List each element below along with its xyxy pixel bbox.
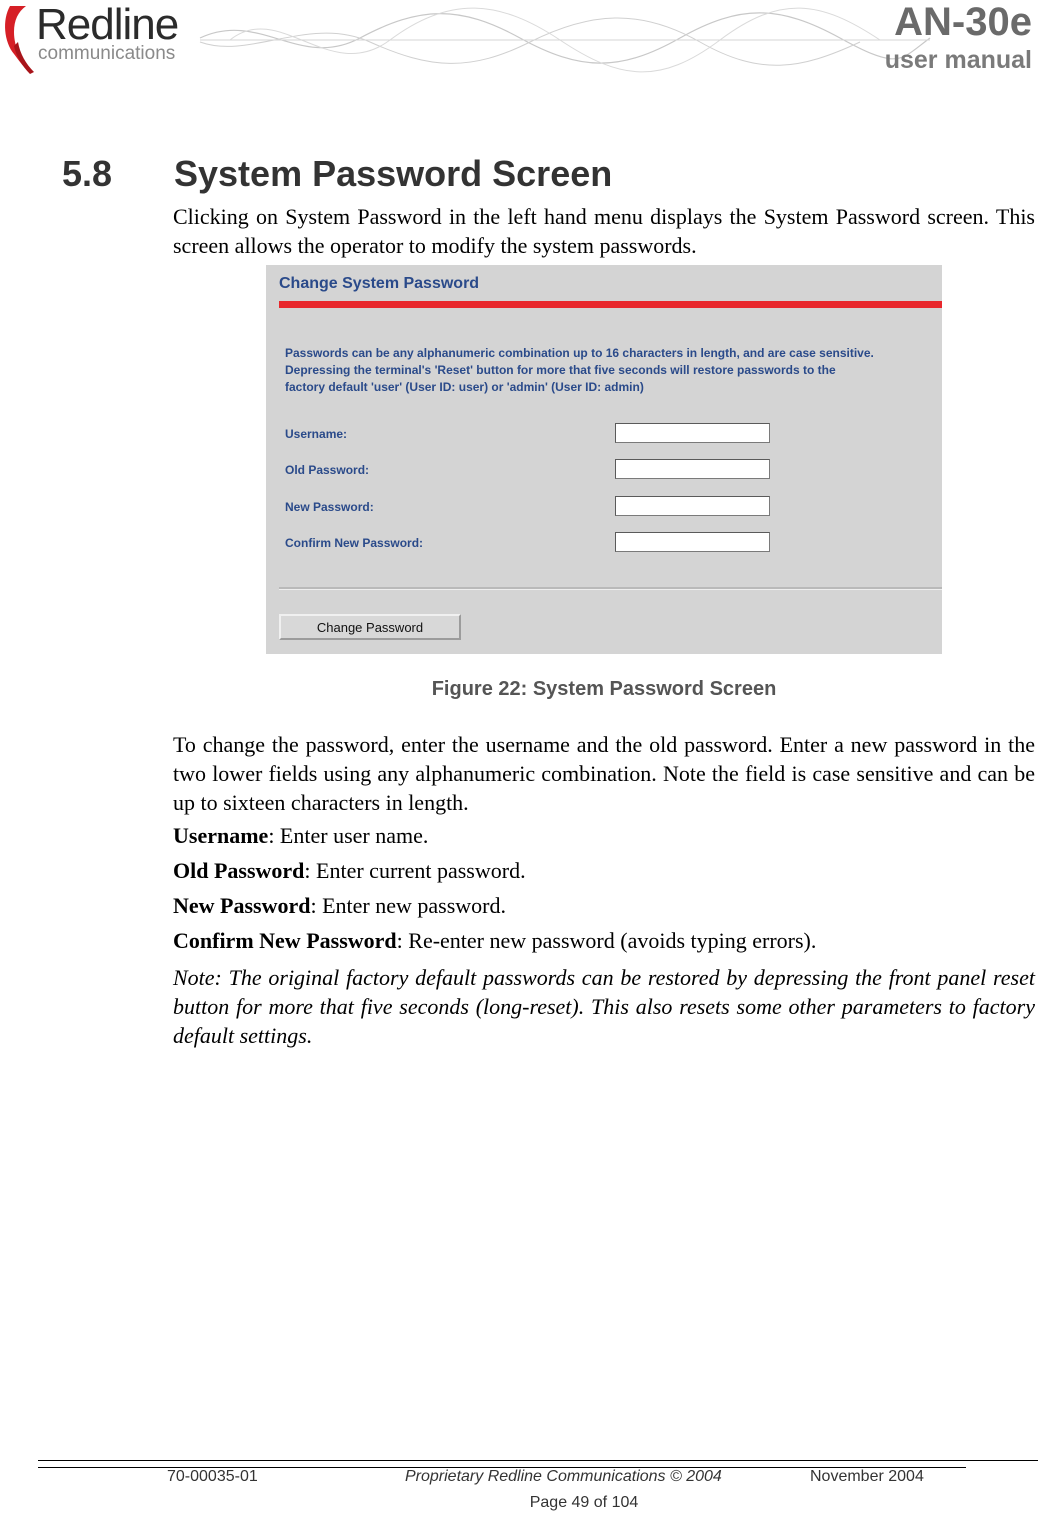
- footer-doc-number: 70-00035-01: [167, 1468, 258, 1485]
- intro-paragraph: Clicking on System Password in the left hand menu displays the System Password screen. This screen allows the operator to modify the system passwords.: [173, 204, 1035, 258]
- old-password-input[interactable]: [615, 459, 770, 479]
- footer-copyright: Proprietary Redline Communications © 2004: [405, 1468, 722, 1485]
- form-separator: [279, 587, 942, 590]
- body-paragraph: To change the password, enter the username and the old password. Enter a new password in the two lower fields using any alphanumeric combination. Note the field is case sensitive and can be up to sixteen characters in length.: [173, 732, 1035, 815]
- definition-old-password: [173, 858, 526, 884]
- section-title: System Password Screen: [174, 153, 613, 194]
- definition-username: [173, 823, 428, 849]
- definition-text: : Enter user name.: [268, 823, 429, 848]
- username-input[interactable]: [615, 423, 770, 443]
- definition-term: Confirm New Password: [173, 928, 397, 953]
- figure-caption: Figure 22: System Password Screen: [431, 678, 777, 700]
- definition-confirm-password: [173, 928, 816, 954]
- confirm-password-label: Confirm New Password:: [285, 536, 424, 550]
- footer-page-number: Page 49 of 104: [529, 1494, 639, 1511]
- redline-logo-icon: [0, 2, 36, 78]
- logo-wordmark: Redline: [36, 0, 179, 49]
- desc-line: factory default 'user' (User ID: user) or 'admin' (User ID: admin): [285, 380, 644, 394]
- definition-term: New Password: [173, 893, 311, 918]
- page-header: [0, 0, 1038, 90]
- password-screenshot: [266, 265, 942, 654]
- title-underline-bar: [279, 301, 942, 308]
- manual-label: user manual: [884, 46, 1032, 74]
- definition-text: : Enter new password.: [310, 893, 507, 918]
- old-password-label: Old Password:: [285, 463, 370, 477]
- footer-rule: [38, 1460, 1038, 1461]
- definition-new-password: [173, 893, 506, 919]
- confirm-password-input[interactable]: [615, 532, 770, 552]
- definition-term: Username: [173, 823, 269, 848]
- note-paragraph: Note: The original factory default passwords can be restored by depressing the front panel reset button for more that five seconds (long-reset). This also resets some other parameters to factory default settings.: [173, 965, 1035, 1048]
- new-password-label: New Password:: [285, 500, 374, 514]
- definition-text: : Enter current password.: [304, 858, 526, 883]
- section-heading: [62, 153, 612, 195]
- change-password-button[interactable]: Change Password: [279, 614, 461, 640]
- footer-date: November 2004: [810, 1468, 924, 1485]
- product-name: AN-30e: [894, 0, 1032, 44]
- screenshot-title: Change System Password: [279, 275, 480, 292]
- username-label: Username:: [285, 427, 348, 441]
- definition-text: : Re-enter new password (avoids typing errors).: [396, 928, 817, 953]
- definition-term: Old Password: [173, 858, 305, 883]
- password-description: [285, 345, 874, 396]
- desc-line: Passwords can be any alphanumeric combination up to 16 characters in length, and are case sensitive.: [285, 346, 874, 360]
- logo-subtitle: communications: [38, 43, 176, 64]
- new-password-input[interactable]: [615, 496, 770, 516]
- section-number: 5.8: [62, 153, 113, 194]
- desc-line: Depressing the terminal's 'Reset' button for more that five seconds will restore passwords to the: [285, 363, 836, 377]
